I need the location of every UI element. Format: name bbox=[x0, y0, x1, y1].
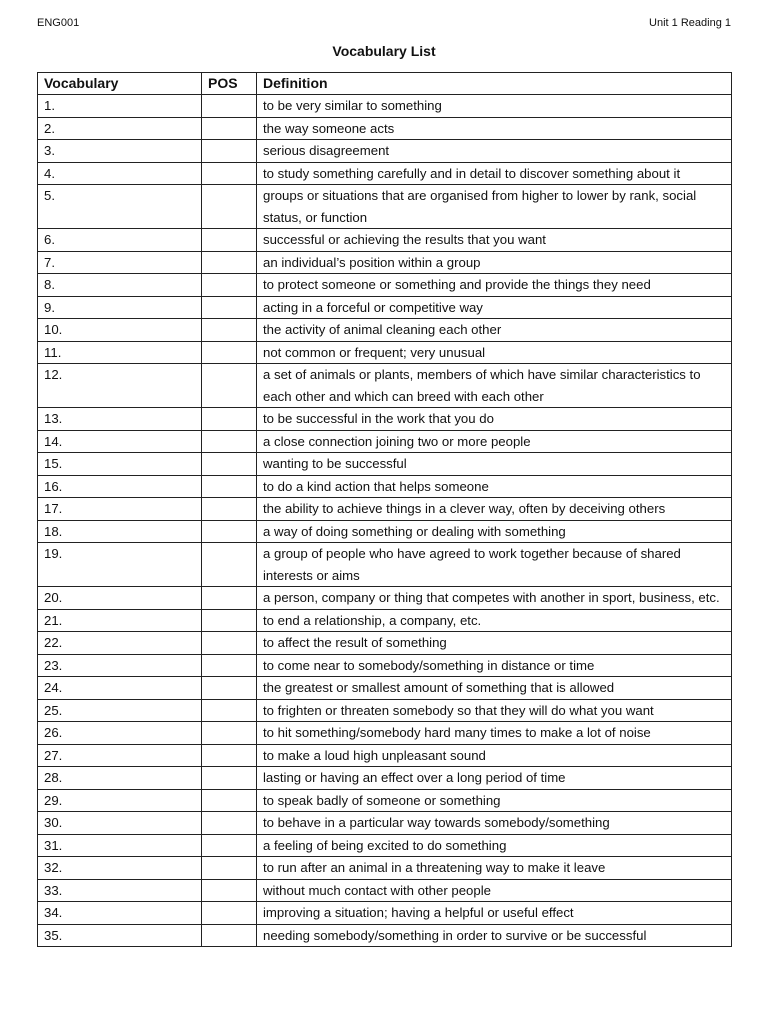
vocabulary-number-cell: 8. bbox=[38, 274, 202, 297]
pos-cell[interactable] bbox=[202, 789, 257, 812]
vocabulary-number-cell: 34. bbox=[38, 902, 202, 925]
pos-cell[interactable] bbox=[202, 520, 257, 543]
table-body bbox=[38, 95, 732, 947]
vocabulary-number-cell: 18. bbox=[38, 520, 202, 543]
vocabulary-number-cell: 6. bbox=[38, 229, 202, 252]
pos-cell[interactable] bbox=[202, 117, 257, 140]
definition-cell: acting in a forceful or competitive way bbox=[257, 296, 732, 319]
table-row bbox=[38, 117, 732, 140]
definition-cell: to study something carefully and in detail to discover something about it bbox=[257, 162, 732, 185]
table-row bbox=[38, 475, 732, 498]
vocabulary-number-cell: 30. bbox=[38, 812, 202, 835]
vocabulary-number-cell: 25. bbox=[38, 699, 202, 722]
table-row bbox=[38, 722, 732, 745]
definition-cell: a group of people who have agreed to work together because of shared interests or aims bbox=[257, 543, 732, 587]
pos-cell[interactable] bbox=[202, 699, 257, 722]
header-unit-label: Unit 1 Reading 1 bbox=[649, 17, 731, 29]
pos-cell[interactable] bbox=[202, 95, 257, 118]
definition-cell: groups or situations that are organised from higher to lower by rank, social status, or function bbox=[257, 185, 732, 229]
vocabulary-number-cell: 4. bbox=[38, 162, 202, 185]
pos-cell[interactable] bbox=[202, 251, 257, 274]
vocabulary-number-cell: 10. bbox=[38, 319, 202, 342]
table-row bbox=[38, 296, 732, 319]
vocabulary-number-cell: 32. bbox=[38, 857, 202, 880]
table-row bbox=[38, 812, 732, 835]
definition-cell: to run after an animal in a threatening way to make it leave bbox=[257, 857, 732, 880]
table-row bbox=[38, 857, 732, 880]
vocabulary-number-cell: 35. bbox=[38, 924, 202, 947]
vocabulary-number-cell: 19. bbox=[38, 543, 202, 587]
table-row bbox=[38, 185, 732, 229]
table-row bbox=[38, 834, 732, 857]
vocabulary-number-cell: 22. bbox=[38, 632, 202, 655]
definition-cell: improving a situation; having a helpful or useful effect bbox=[257, 902, 732, 925]
definition-cell: an individual’s position within a group bbox=[257, 251, 732, 274]
pos-cell[interactable] bbox=[202, 543, 257, 587]
definition-cell: the activity of animal cleaning each other bbox=[257, 319, 732, 342]
pos-cell[interactable] bbox=[202, 834, 257, 857]
definition-cell: a feeling of being excited to do something bbox=[257, 834, 732, 857]
definition-cell: lasting or having an effect over a long period of time bbox=[257, 767, 732, 790]
table-row bbox=[38, 95, 732, 118]
pos-cell[interactable] bbox=[202, 140, 257, 163]
definition-cell: to hit something/somebody hard many times to make a lot of noise bbox=[257, 722, 732, 745]
table-row bbox=[38, 879, 732, 902]
definition-cell: to end a relationship, a company, etc. bbox=[257, 609, 732, 632]
table-row bbox=[38, 162, 732, 185]
table-row bbox=[38, 587, 732, 610]
table-row bbox=[38, 430, 732, 453]
vocabulary-number-cell: 26. bbox=[38, 722, 202, 745]
table-row bbox=[38, 677, 732, 700]
definition-cell: not common or frequent; very unusual bbox=[257, 341, 732, 364]
table-row bbox=[38, 654, 732, 677]
pos-cell[interactable] bbox=[202, 274, 257, 297]
column-header-pos: POS bbox=[202, 73, 257, 95]
vocabulary-number-cell: 2. bbox=[38, 117, 202, 140]
definition-cell: to frighten or threaten somebody so that they will do what you want bbox=[257, 699, 732, 722]
vocabulary-number-cell: 3. bbox=[38, 140, 202, 163]
table-row bbox=[38, 902, 732, 925]
definition-cell: serious disagreement bbox=[257, 140, 732, 163]
definition-cell: the ability to achieve things in a clever way, often by deceiving others bbox=[257, 498, 732, 521]
definition-cell: without much contact with other people bbox=[257, 879, 732, 902]
pos-cell[interactable] bbox=[202, 879, 257, 902]
pos-cell[interactable] bbox=[202, 744, 257, 767]
definition-cell: the greatest or smallest amount of something that is allowed bbox=[257, 677, 732, 700]
definition-cell: to come near to somebody/something in distance or time bbox=[257, 654, 732, 677]
table-row bbox=[38, 632, 732, 655]
table-row bbox=[38, 319, 732, 342]
definition-cell: a person, company or thing that competes with another in sport, business, etc. bbox=[257, 587, 732, 610]
definition-cell: to be successful in the work that you do bbox=[257, 408, 732, 431]
table-row bbox=[38, 453, 732, 476]
vocabulary-number-cell: 7. bbox=[38, 251, 202, 274]
table-header-row bbox=[38, 73, 732, 95]
header-course-code: ENG001 bbox=[37, 17, 80, 29]
vocabulary-number-cell: 16. bbox=[38, 475, 202, 498]
vocabulary-number-cell: 17. bbox=[38, 498, 202, 521]
vocabulary-table bbox=[37, 72, 732, 947]
definition-cell: to be very similar to something bbox=[257, 95, 732, 118]
table-row bbox=[38, 251, 732, 274]
pos-cell[interactable] bbox=[202, 812, 257, 835]
vocabulary-number-cell: 11. bbox=[38, 341, 202, 364]
pos-cell[interactable] bbox=[202, 341, 257, 364]
table-row bbox=[38, 341, 732, 364]
table-row bbox=[38, 274, 732, 297]
pos-cell[interactable] bbox=[202, 296, 257, 319]
pos-cell[interactable] bbox=[202, 364, 257, 408]
vocabulary-number-cell: 24. bbox=[38, 677, 202, 700]
table-row bbox=[38, 767, 732, 790]
table-row bbox=[38, 609, 732, 632]
vocabulary-number-cell: 12. bbox=[38, 364, 202, 408]
pos-cell[interactable] bbox=[202, 229, 257, 252]
vocabulary-number-cell: 14. bbox=[38, 430, 202, 453]
table-row bbox=[38, 364, 732, 408]
vocabulary-number-cell: 29. bbox=[38, 789, 202, 812]
column-header-definition: Definition bbox=[257, 73, 732, 95]
vocabulary-number-cell: 27. bbox=[38, 744, 202, 767]
pos-cell[interactable] bbox=[202, 453, 257, 476]
table-row bbox=[38, 520, 732, 543]
pos-cell[interactable] bbox=[202, 475, 257, 498]
pos-cell[interactable] bbox=[202, 609, 257, 632]
pos-cell[interactable] bbox=[202, 857, 257, 880]
table-row bbox=[38, 229, 732, 252]
definition-cell: to do a kind action that helps someone bbox=[257, 475, 732, 498]
vocabulary-number-cell: 1. bbox=[38, 95, 202, 118]
table-row bbox=[38, 408, 732, 431]
definition-cell: to protect someone or something and provide the things they need bbox=[257, 274, 732, 297]
table-row bbox=[38, 789, 732, 812]
vocabulary-number-cell: 20. bbox=[38, 587, 202, 610]
vocabulary-number-cell: 15. bbox=[38, 453, 202, 476]
pos-cell[interactable] bbox=[202, 185, 257, 229]
definition-cell: wanting to be successful bbox=[257, 453, 732, 476]
definition-cell: a set of animals or plants, members of which have similar characteristics to each other and which can breed with each other bbox=[257, 364, 732, 408]
pos-cell[interactable] bbox=[202, 902, 257, 925]
definition-cell: to affect the result of something bbox=[257, 632, 732, 655]
vocabulary-number-cell: 13. bbox=[38, 408, 202, 431]
pos-cell[interactable] bbox=[202, 677, 257, 700]
pos-cell[interactable] bbox=[202, 430, 257, 453]
pos-cell[interactable] bbox=[202, 767, 257, 790]
table-row bbox=[38, 699, 732, 722]
vocabulary-number-cell: 28. bbox=[38, 767, 202, 790]
vocabulary-number-cell: 9. bbox=[38, 296, 202, 319]
vocabulary-number-cell: 21. bbox=[38, 609, 202, 632]
page-title: Vocabulary List bbox=[332, 43, 436, 59]
pos-cell[interactable] bbox=[202, 408, 257, 431]
table-row bbox=[38, 140, 732, 163]
pos-cell[interactable] bbox=[202, 632, 257, 655]
pos-cell[interactable] bbox=[202, 924, 257, 947]
pos-cell[interactable] bbox=[202, 319, 257, 342]
pos-cell[interactable] bbox=[202, 722, 257, 745]
definition-cell: to make a loud high unpleasant sound bbox=[257, 744, 732, 767]
pos-cell[interactable] bbox=[202, 162, 257, 185]
table-row bbox=[38, 498, 732, 521]
definition-cell: needing somebody/something in order to survive or be successful bbox=[257, 924, 732, 947]
pos-cell[interactable] bbox=[202, 654, 257, 677]
vocabulary-number-cell: 23. bbox=[38, 654, 202, 677]
column-header-vocabulary: Vocabulary bbox=[38, 73, 202, 95]
definition-cell: to speak badly of someone or something bbox=[257, 789, 732, 812]
vocabulary-number-cell: 31. bbox=[38, 834, 202, 857]
pos-cell[interactable] bbox=[202, 498, 257, 521]
pos-cell[interactable] bbox=[202, 587, 257, 610]
definition-cell: a way of doing something or dealing with something bbox=[257, 520, 732, 543]
vocabulary-number-cell: 5. bbox=[38, 185, 202, 229]
definition-cell: a close connection joining two or more people bbox=[257, 430, 732, 453]
definition-cell: successful or achieving the results that you want bbox=[257, 229, 732, 252]
vocabulary-number-cell: 33. bbox=[38, 879, 202, 902]
table-row bbox=[38, 744, 732, 767]
table-row bbox=[38, 924, 732, 947]
definition-cell: the way someone acts bbox=[257, 117, 732, 140]
table-row bbox=[38, 543, 732, 587]
definition-cell: to behave in a particular way towards somebody/something bbox=[257, 812, 732, 835]
